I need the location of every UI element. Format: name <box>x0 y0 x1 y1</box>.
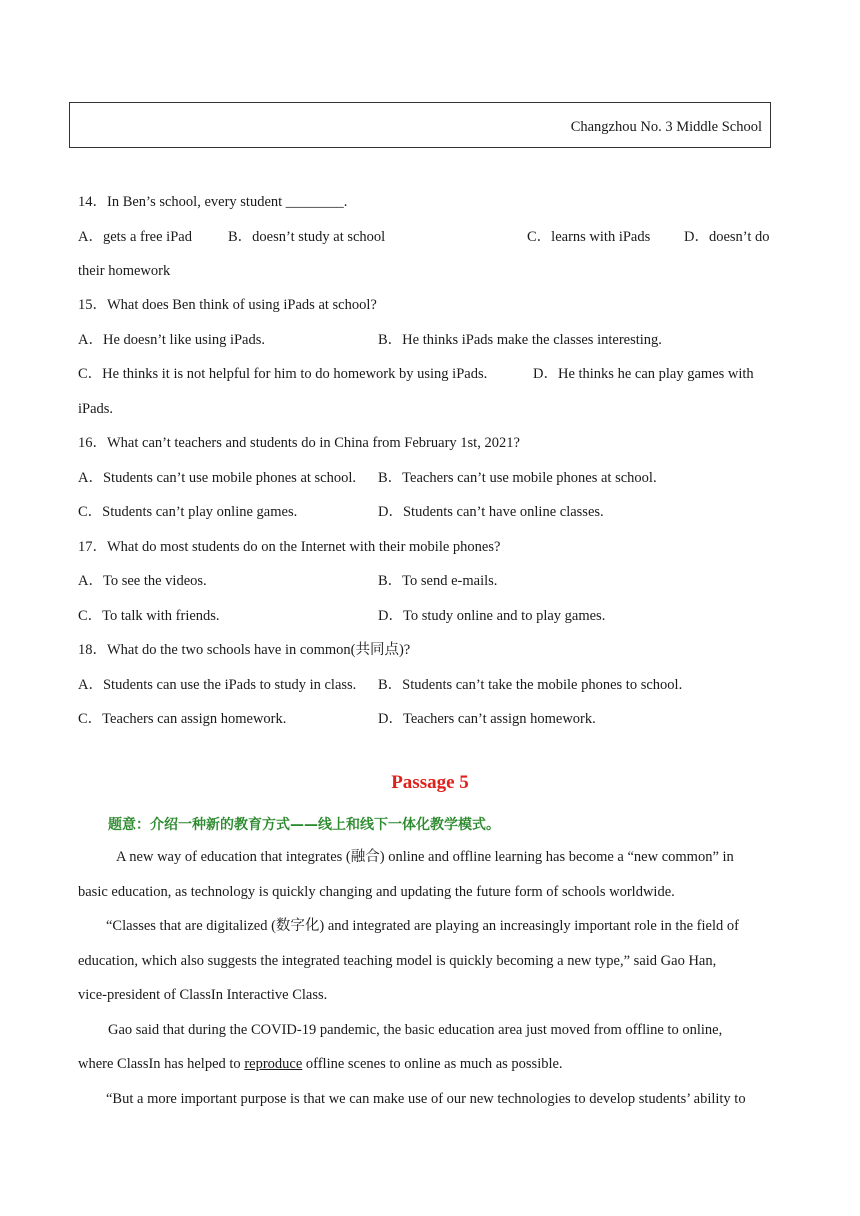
page-header <box>69 102 771 148</box>
paragraph-2-line-1: “Classes that are digitalized (数字化) and integrated are playing an increasingly important role in the field of <box>106 918 739 934</box>
question-14-option-d-cont: their homework <box>78 263 171 279</box>
paragraph-2-line-3: vice-president of ClassIn Interactive Class. <box>78 987 328 1003</box>
passage-gist: 题意：介绍一种新的教育方式——线上和线下一体化教学模式。 <box>108 817 500 833</box>
question-14-option-c: C．learns with iPads <box>527 229 651 245</box>
question-15-stem: 15．What does Ben think of using iPads at school? <box>78 297 377 313</box>
question-18-option-b: B．Students can’t take the mobile phones to school. <box>378 677 683 693</box>
school-name: Changzhou No. 3 Middle School <box>570 119 762 135</box>
question-18-option-c: C．Teachers can assign homework. <box>78 711 287 727</box>
question-15-option-a: A．He doesn’t like using iPads. <box>78 332 266 348</box>
question-14-option-b: B．doesn’t study at school <box>228 229 386 245</box>
question-14-stem: 14．In Ben’s school, every student ________. <box>78 194 348 210</box>
paragraph-2-line-2: education, which also suggests the integrated teaching model is quickly becoming a new type,” said Gao Han, <box>78 953 717 969</box>
question-16-option-b: B．Teachers can’t use mobile phones at school. <box>378 470 657 486</box>
question-16-option-c: C．Students can’t play online games. <box>78 504 298 520</box>
question-17-stem: 17．What do most students do on the Internet with their mobile phones? <box>78 539 501 555</box>
question-17-option-b: B．To send e-mails. <box>378 573 498 589</box>
question-15-option-d-cont: iPads. <box>78 401 114 417</box>
question-15-option-b: B．He thinks iPads make the classes interesting. <box>378 332 662 348</box>
question-18-option-a: A．Students can use the iPads to study in class. <box>78 677 357 693</box>
paragraph-3-line-1: Gao said that during the COVID-19 pandemic, the basic education area just moved from offline to online, <box>108 1022 723 1038</box>
question-14-option-a: A．gets a free iPad <box>78 229 192 245</box>
question-18-option-d: D．Teachers can’t assign homework. <box>378 711 596 727</box>
question-17-option-c: C．To talk with friends. <box>78 608 220 624</box>
question-16-stem: 16．What can’t teachers and students do in China from February 1st, 2021? <box>78 435 520 451</box>
paragraph-1-line-2: basic education, as technology is quickly changing and updating the future form of schools worldwide. <box>78 884 675 900</box>
paragraph-4-line-1: “But a more important purpose is that we can make use of our new technologies to develop students’ ability to <box>106 1091 746 1107</box>
question-15-option-c: C．He thinks it is not helpful for him to do homework by using iPads. <box>78 366 488 382</box>
paragraph-1-line-1: A new way of education that integrates (融合) online and offline learning has become a “new common” in <box>116 849 734 865</box>
underlined-word: reproduce <box>244 1056 303 1072</box>
question-17-option-d: D．To study online and to play games. <box>378 608 606 624</box>
paragraph-3-text-a: where ClassIn has helped to <box>78 1056 245 1072</box>
question-14-option-d: D．doesn’t do <box>684 229 770 245</box>
question-16-option-a: A．Students can’t use mobile phones at school. <box>78 470 357 486</box>
paragraph-3-line-2 <box>78 1055 563 1073</box>
paragraph-3-text-b: offline scenes to online as much as possible. <box>302 1056 563 1072</box>
passage-title: Passage 5 <box>391 772 469 793</box>
question-17-option-a: A．To see the videos. <box>78 573 207 589</box>
question-15-option-d: D．He thinks he can play games with <box>533 366 754 382</box>
question-16-option-d: D．Students can’t have online classes. <box>378 504 604 520</box>
question-18-stem: 18．What do the two schools have in common(共同点)? <box>78 642 411 658</box>
